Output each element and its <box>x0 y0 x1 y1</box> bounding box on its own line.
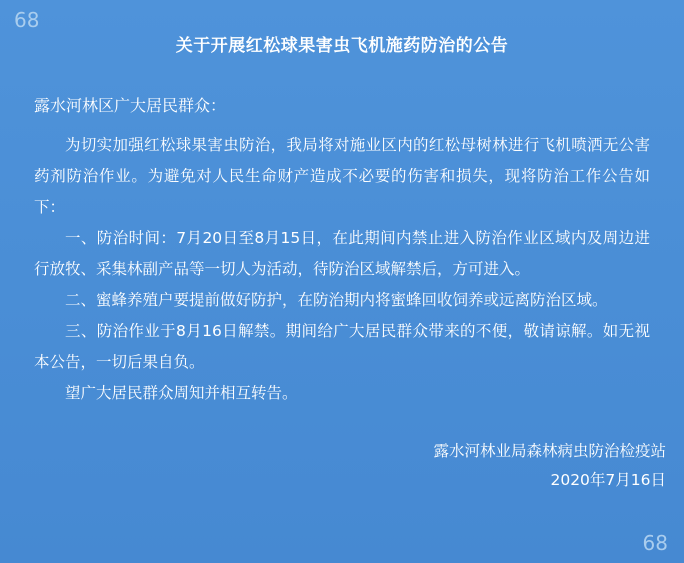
watermark-logo-top-left-icon: 68 <box>14 8 40 32</box>
body-paragraph-4: 三、防治作业于8月16日解禁。期间给广大居民群众带来的不便，敬请谅解。如无视本公告，一切后果自负。 <box>34 321 650 371</box>
signature-date: 2020年7月16日 <box>550 470 666 489</box>
salutation: 露水河林区广大居民群众： <box>34 95 227 115</box>
body-paragraph-2: 一、防治时间：7月20日至8月15日，在此期间内禁止进入防治作业区域内及周边进行放牧、采集林副产品等一切人为活动，待防治区域解禁后，方可进入。 <box>34 228 650 278</box>
document-body <box>0 60 684 409</box>
page-title: 关于开展红松球果害虫飞机施药防治的公告 <box>175 36 509 56</box>
watermark-logo-bottom-right-icon: 68 <box>642 531 668 555</box>
signature-issuer: 露水河林业局森林病虫防治检疫站 <box>433 441 666 460</box>
body-paragraph-3: 二、蜜蜂养殖户要提前做好防护，在防治期内将蜜蜂回收饲养或远离防治区域。 <box>65 290 608 309</box>
body-paragraph-1: 为切实加强红松球果害虫防治，我局将对施业区内的红松母树林进行飞机喷洒无公害药剂防治作业。为避免对人民生命财产造成不必要的伤害和损失，现将防治工作公告如下： <box>34 135 650 216</box>
signature-block <box>0 437 684 496</box>
body-paragraph-5: 望广大居民群众周知并相互转告。 <box>65 383 298 402</box>
